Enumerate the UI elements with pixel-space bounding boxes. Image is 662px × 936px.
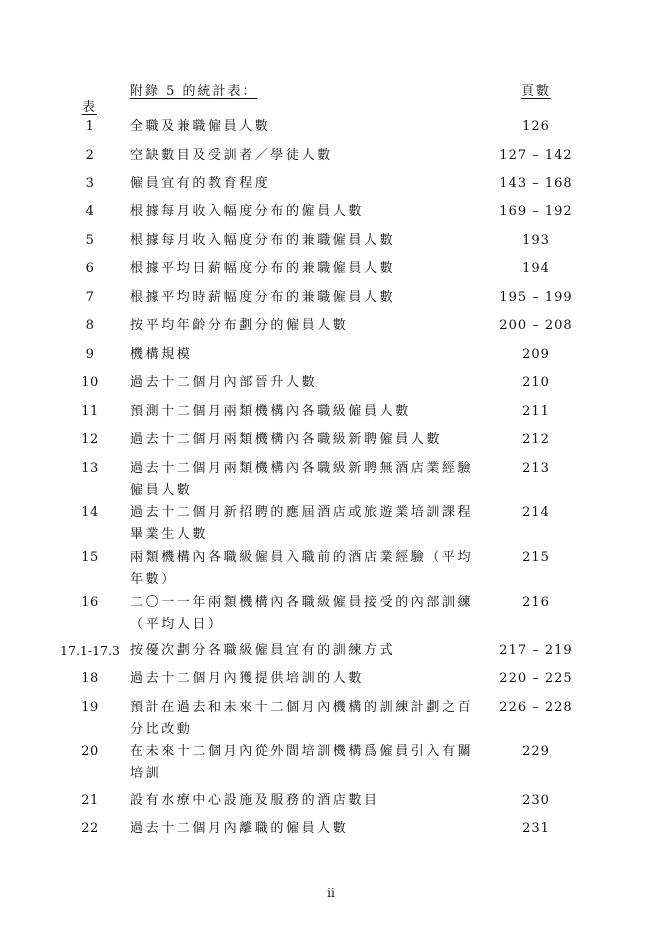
row-title: 過去十二個月新招聘的應屆酒店或旅遊業培訓課程畢業生人數 (130, 505, 474, 542)
row-number: 4 (85, 204, 95, 219)
row-title: 過去十二個月兩類機構內各職級新聘無酒店業經驗僱員人數 (130, 461, 474, 498)
row-number: 11 (81, 404, 99, 419)
row-pages: 226 – 228 (499, 700, 573, 715)
row-pages: 214 (522, 505, 550, 520)
row-pages: 213 (522, 461, 550, 476)
row-pages: 193 (522, 233, 550, 248)
row-pages: 143 – 168 (499, 176, 573, 191)
row-number: 21 (81, 793, 99, 808)
row-pages: 209 (522, 347, 550, 362)
row-title: 過去十二個月兩類機構內各職級新聘僱員人數 (130, 432, 443, 447)
row-title: 僱員宜有的教育程度 (130, 176, 271, 191)
row-title: 兩類機構內各職級僱員入職前的酒店業經驗（平均年數） (130, 550, 474, 587)
row-number: 6 (85, 261, 95, 276)
row-number: 10 (81, 375, 99, 390)
row-title: 按平均年齡分布劃分的僱員人數 (130, 318, 349, 333)
row-pages: 127 – 142 (499, 148, 573, 163)
row-title: 預測十二個月兩類機構內各職級僱員人數 (130, 404, 411, 419)
row-number: 17.1-17.3 (60, 643, 120, 658)
row-number: 15 (81, 550, 99, 565)
row-title: 全職及兼職僱員人數 (130, 119, 271, 134)
row-number: 16 (81, 595, 99, 610)
row-number: 13 (81, 461, 99, 476)
page-column-header: 頁數 (521, 84, 552, 99)
row-pages: 194 (522, 261, 550, 276)
table-column-header: 表 (82, 100, 98, 115)
row-pages: 215 (522, 550, 550, 565)
row-number: 5 (85, 233, 95, 248)
row-title: 根據平均時薪幅度分布的兼職僱員人數 (130, 290, 396, 305)
row-title: 預計在過去和未來十二個月內機構的訓練計劃之百分比改動 (130, 700, 474, 737)
row-number: 1 (85, 119, 95, 134)
row-pages: 229 (522, 744, 550, 759)
row-number: 20 (81, 744, 99, 759)
row-number: 3 (85, 176, 95, 191)
row-number: 14 (81, 505, 99, 520)
row-number: 7 (85, 290, 95, 305)
row-title: 機構規模 (130, 347, 193, 362)
row-title: 過去十二個月內離職的僱員人數 (130, 821, 349, 836)
row-title: 二〇一一年兩類機構內各職級僱員接受的內部訓練（平均人日） (130, 595, 474, 632)
row-pages: 200 – 208 (499, 318, 573, 333)
row-pages: 216 (522, 595, 550, 610)
row-title: 空缺數目及受訓者／學徒人數 (130, 148, 333, 163)
row-number: 9 (85, 347, 95, 362)
row-number: 12 (81, 432, 99, 447)
row-title: 根據每月收入幅度分布的僱員人數 (130, 204, 365, 219)
page-number: ii (327, 886, 335, 900)
row-title: 設有水療中心設施及服務的酒店數目 (130, 793, 380, 808)
row-number: 2 (85, 148, 95, 163)
row-pages: 126 (522, 119, 550, 134)
row-pages: 217 – 219 (499, 643, 573, 658)
row-pages: 195 – 199 (499, 290, 573, 305)
row-pages: 220 – 225 (499, 671, 573, 686)
row-pages: 231 (522, 821, 550, 836)
row-number: 8 (85, 318, 95, 333)
row-number: 18 (81, 671, 99, 686)
appendix-title: 附錄 5 的統計表： (130, 84, 258, 99)
row-title: 按優次劃分各職級僱員宜有的訓練方式 (130, 643, 396, 658)
row-title: 過去十二個月內部晉升人數 (130, 375, 318, 390)
row-title: 根據每月收入幅度分布的兼職僱員人數 (130, 233, 396, 248)
row-pages: 230 (522, 793, 550, 808)
row-number: 19 (81, 700, 99, 715)
row-number: 22 (81, 821, 99, 836)
row-pages: 211 (522, 404, 550, 419)
row-pages: 169 – 192 (499, 204, 573, 219)
row-pages: 212 (522, 432, 550, 447)
row-title: 在未來十二個月內從外間培訓機構爲僱員引入有關培訓 (130, 744, 474, 781)
row-pages: 210 (522, 375, 550, 390)
row-title: 過去十二個月內獲提供培訓的人數 (130, 671, 365, 686)
row-title: 根據平均日薪幅度分布的兼職僱員人數 (130, 261, 396, 276)
